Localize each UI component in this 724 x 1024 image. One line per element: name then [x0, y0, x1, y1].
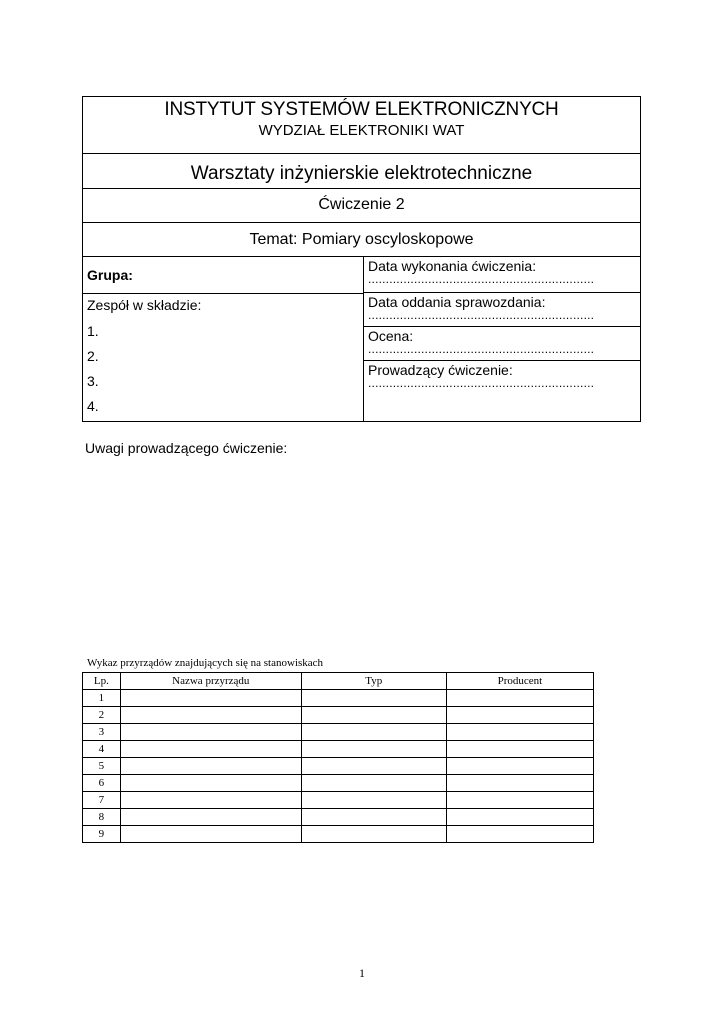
group-divider — [83, 293, 363, 294]
header-table — [82, 96, 641, 422]
type-cell[interactable] — [301, 707, 446, 724]
course-row — [83, 154, 640, 189]
instructor-dots: ................................................................ — [368, 376, 595, 390]
producer-cell[interactable] — [446, 826, 593, 843]
table-row — [83, 775, 594, 792]
institute-title: INSTYTUT SYSTEMÓW ELEKTRONICZNYCH — [164, 99, 559, 120]
name-cell[interactable] — [120, 690, 301, 707]
type-cell[interactable] — [301, 792, 446, 809]
equipment-header-row — [83, 673, 594, 690]
faculty-subtitle: WYDZIAŁ ELEKTRONIKI WAT — [258, 122, 465, 139]
producer-cell[interactable] — [446, 809, 593, 826]
row-number: 5 — [83, 758, 121, 775]
exercise-title: Ćwiczenie 2 — [318, 196, 405, 213]
type-cell[interactable] — [301, 809, 446, 826]
type-cell[interactable] — [301, 690, 446, 707]
name-cell[interactable] — [120, 775, 301, 792]
producer-cell[interactable] — [446, 758, 593, 775]
team-member-4[interactable]: 4. — [87, 398, 99, 414]
exercise-row — [83, 189, 640, 223]
type-cell[interactable] — [301, 775, 446, 792]
table-row — [83, 690, 594, 707]
producer-cell[interactable] — [446, 792, 593, 809]
team-member-1[interactable]: 1. — [87, 323, 99, 339]
equipment-table — [82, 672, 594, 843]
row-number: 3 — [83, 724, 121, 741]
instructor-label: Prowadzący ćwiczenie: — [368, 362, 513, 378]
row-number: 2 — [83, 707, 121, 724]
name-cell[interactable] — [120, 826, 301, 843]
topic-row — [83, 223, 640, 257]
name-cell[interactable] — [120, 809, 301, 826]
table-row — [83, 724, 594, 741]
grade-field[interactable] — [364, 327, 640, 361]
team-member-3[interactable]: 3. — [87, 373, 99, 389]
table-row — [83, 707, 594, 724]
table-row — [83, 809, 594, 826]
col-header-producer: Producent — [446, 673, 593, 690]
row-number: 4 — [83, 741, 121, 758]
submission-date-dots: ................................................................ — [368, 308, 595, 322]
row-number: 1 — [83, 690, 121, 707]
producer-cell[interactable] — [446, 741, 593, 758]
topic-title: Temat: Pomiary oscyloskopowe — [249, 231, 474, 248]
name-cell[interactable] — [120, 741, 301, 758]
grade-label: Ocena: — [368, 328, 414, 344]
equipment-caption: Wykaz przyrządów znajdujących się na stanowiskach — [87, 657, 324, 669]
team-column — [83, 257, 363, 421]
row-number: 9 — [83, 826, 121, 843]
name-cell[interactable] — [120, 724, 301, 741]
team-label: Zespół w składzie: — [87, 297, 202, 313]
row-number: 8 — [83, 809, 121, 826]
table-row — [83, 758, 594, 775]
submission-date-field[interactable] — [364, 293, 640, 327]
producer-cell[interactable] — [446, 775, 593, 792]
submission-date-label: Data oddania sprawozdania: — [368, 294, 546, 310]
type-cell[interactable] — [301, 741, 446, 758]
col-header-type: Typ — [301, 673, 446, 690]
type-cell[interactable] — [301, 826, 446, 843]
col-header-lp: Lp. — [83, 673, 121, 690]
name-cell[interactable] — [120, 707, 301, 724]
type-cell[interactable] — [301, 724, 446, 741]
grade-dots: ................................................................ — [368, 342, 595, 356]
table-row — [83, 826, 594, 843]
page-number: 1 — [359, 966, 365, 980]
name-cell[interactable] — [120, 758, 301, 775]
group-label: Grupa: — [87, 267, 133, 283]
execution-date-field[interactable] — [364, 257, 640, 293]
type-cell[interactable] — [301, 758, 446, 775]
col-header-name: Nazwa przyrządu — [120, 673, 301, 690]
execution-date-label: Data wykonania ćwiczenia: — [368, 258, 537, 274]
name-cell[interactable] — [120, 792, 301, 809]
info-column — [364, 257, 640, 421]
row-number: 6 — [83, 775, 121, 792]
execution-date-dots: ................................................................ — [368, 272, 595, 286]
producer-cell[interactable] — [446, 690, 593, 707]
instructor-remarks-label: Uwagi prowadzącego ćwiczenie: — [85, 440, 288, 456]
team-member-2[interactable]: 2. — [87, 348, 99, 364]
instructor-field[interactable] — [364, 361, 640, 421]
table-row — [83, 792, 594, 809]
producer-cell[interactable] — [446, 724, 593, 741]
course-title: Warsztaty inżynierskie elektrotechniczne — [190, 163, 533, 184]
producer-cell[interactable] — [446, 707, 593, 724]
institute-row — [83, 97, 640, 154]
row-number: 7 — [83, 792, 121, 809]
table-row — [83, 741, 594, 758]
